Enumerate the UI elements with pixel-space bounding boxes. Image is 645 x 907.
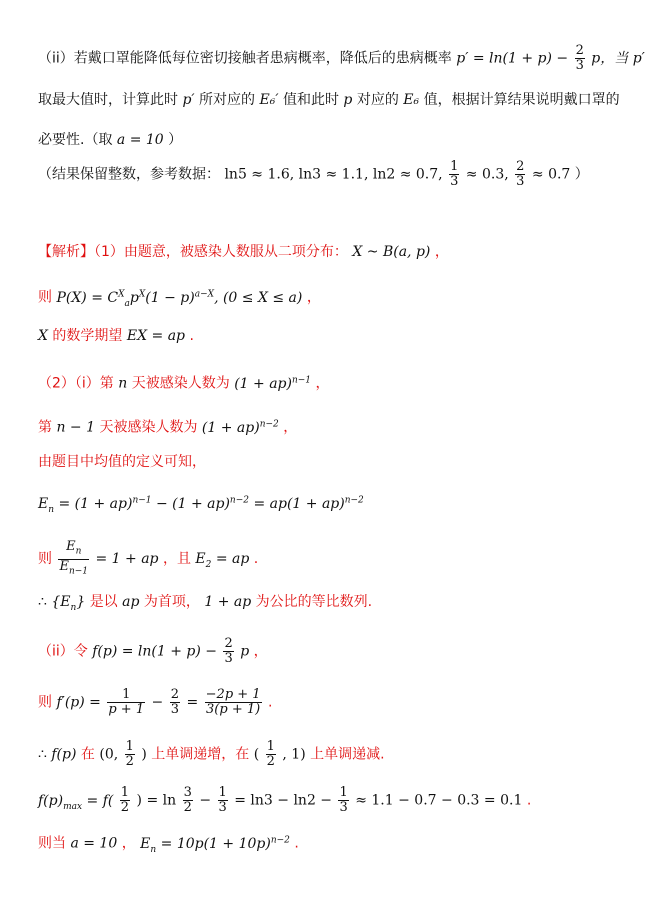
text: 天被感染人数为 bbox=[131, 375, 230, 392]
solution-line-12 bbox=[38, 740, 642, 769]
formula: ln5 ≈ 1.6, ln3 ≈ 1.1, ln2 ≈ 0.7, bbox=[224, 166, 443, 183]
formula-part: E bbox=[66, 539, 76, 554]
numerator: 2 bbox=[170, 687, 180, 702]
text: 则 bbox=[38, 289, 52, 306]
formula: p bbox=[240, 643, 250, 660]
numerator: 2 bbox=[516, 159, 525, 174]
formula-part: } bbox=[76, 594, 86, 610]
formula-part: P(X) = C bbox=[56, 289, 119, 306]
numerator: 1 bbox=[339, 785, 348, 800]
text: 则当 bbox=[38, 835, 66, 852]
text: 值和此时 bbox=[282, 92, 339, 108]
fraction bbox=[338, 786, 348, 815]
denominator: 2 bbox=[183, 800, 192, 815]
formula: (0, bbox=[99, 746, 119, 763]
text: （2）（i）第 bbox=[38, 375, 114, 392]
solution-line-3 bbox=[38, 326, 642, 346]
numerator: 1 bbox=[450, 159, 459, 174]
text: 则 bbox=[38, 694, 52, 711]
text: 上单调递增，在 bbox=[151, 746, 250, 763]
formula: 1 + ap bbox=[204, 594, 252, 610]
text: 【解析】（1）由题意，被感染人数服从二项分布： bbox=[38, 244, 348, 260]
formula bbox=[234, 376, 311, 392]
denominator: 3(p + 1) bbox=[206, 702, 261, 717]
denominator: 3 bbox=[575, 58, 584, 73]
text: . bbox=[253, 551, 259, 568]
denominator: 3 bbox=[450, 174, 459, 189]
text: ，且 bbox=[162, 551, 191, 568]
text: ， bbox=[283, 419, 298, 436]
text: 的数学期望 bbox=[52, 328, 123, 344]
subscript: n bbox=[70, 602, 77, 613]
denominator: 3 bbox=[170, 702, 180, 717]
solution-line-2 bbox=[38, 284, 642, 313]
solution-line-8 bbox=[38, 540, 642, 578]
therefore-symbol: ∴ bbox=[38, 594, 47, 610]
fraction bbox=[58, 540, 89, 578]
formula-part: p bbox=[129, 289, 139, 306]
superscript: a−X bbox=[194, 289, 215, 299]
solution-line-11 bbox=[38, 688, 642, 717]
text: ， bbox=[315, 375, 330, 392]
problem-line-4 bbox=[38, 160, 642, 189]
numerator: 2 bbox=[224, 636, 233, 651]
formula: X ~ B(a, p) bbox=[352, 244, 431, 260]
denominator: 3 bbox=[516, 174, 525, 189]
fraction bbox=[218, 786, 228, 815]
problem-line-3 bbox=[38, 130, 642, 150]
solution-line-10 bbox=[38, 637, 642, 666]
formula bbox=[195, 551, 250, 570]
fraction bbox=[266, 740, 276, 769]
solution-line-9 bbox=[38, 592, 642, 618]
formula-part: {E bbox=[51, 594, 71, 610]
formula bbox=[56, 289, 303, 309]
solution-line-14 bbox=[38, 830, 642, 859]
formula: f′(p) = bbox=[56, 694, 101, 711]
subscript: a bbox=[124, 298, 130, 309]
formula: ≈ 0.3, bbox=[465, 166, 509, 183]
superscript: n−2 bbox=[259, 419, 279, 429]
formula: ap bbox=[122, 594, 140, 610]
formula: E₆′ bbox=[259, 92, 279, 108]
superscript: X bbox=[138, 289, 146, 299]
subscript: max bbox=[63, 801, 83, 812]
text: 对应的 bbox=[356, 92, 399, 108]
formula-part: , (0 ≤ X ≤ a) bbox=[214, 289, 303, 306]
formula: = bbox=[186, 694, 199, 711]
solution-line-7 bbox=[38, 490, 642, 519]
formula: = ln3 − ln2 − bbox=[234, 792, 333, 809]
denominator: 3 bbox=[218, 800, 227, 815]
formula-part: E bbox=[59, 558, 69, 574]
subscript: 2 bbox=[205, 559, 212, 570]
solution-line-13 bbox=[38, 786, 642, 816]
subscript: n bbox=[48, 504, 55, 515]
text: 天被感染人数为 bbox=[99, 419, 198, 436]
text: 由题目中均值的定义可知， bbox=[38, 454, 206, 470]
formula: a = 10 bbox=[70, 835, 118, 852]
formula: ≈ 1.1 − 0.7 − 0.3 = 0.1 bbox=[355, 792, 523, 809]
numerator: 1 bbox=[125, 739, 134, 754]
text: （结果保留整数，参考数据： bbox=[38, 166, 220, 183]
superscript: n−2 bbox=[270, 835, 290, 845]
text: . bbox=[189, 328, 194, 344]
formula-part: E bbox=[195, 551, 206, 568]
solution-line-4 bbox=[38, 370, 642, 394]
formula-part: = (1 + ap) bbox=[58, 495, 133, 512]
formula: − bbox=[151, 694, 164, 711]
formula: p′ bbox=[182, 92, 195, 108]
numerator bbox=[58, 540, 89, 560]
text: 是以 bbox=[89, 594, 118, 610]
fraction bbox=[515, 160, 525, 189]
superscript: n−2 bbox=[229, 495, 249, 505]
denominator: 2 bbox=[125, 754, 134, 769]
formula: EX = ap bbox=[126, 328, 186, 344]
text: ， bbox=[253, 643, 268, 660]
formula-part: (1 − p) bbox=[145, 289, 195, 306]
denominator: 2 bbox=[120, 800, 130, 815]
formula-part: − (1 + ap) bbox=[155, 495, 230, 512]
superscript: X bbox=[118, 289, 125, 299]
formula: n bbox=[118, 375, 128, 392]
text: 为首项， bbox=[143, 594, 200, 610]
formula: f(p) = ln(1 + p) − bbox=[92, 643, 218, 660]
fraction bbox=[575, 44, 585, 73]
formula: ) bbox=[141, 746, 147, 763]
text: 取最大值时，计算此时 bbox=[38, 92, 178, 108]
text: 为公比的等比数列. bbox=[255, 594, 373, 610]
text: ， bbox=[434, 244, 449, 260]
fraction bbox=[170, 688, 180, 717]
subscript: n−1 bbox=[68, 566, 89, 577]
fraction bbox=[223, 637, 233, 666]
fraction bbox=[125, 740, 135, 769]
superscript: n−2 bbox=[344, 495, 364, 505]
denominator: 2 bbox=[266, 754, 275, 769]
problem-line-1 bbox=[38, 43, 645, 73]
subscript: n bbox=[150, 844, 157, 855]
formula: n − 1 bbox=[56, 419, 96, 436]
fraction bbox=[107, 688, 145, 717]
formula: f(p) bbox=[51, 746, 77, 763]
formula-part: (1 + ap) bbox=[234, 375, 292, 392]
formula: , 1) bbox=[282, 746, 306, 763]
formula: − bbox=[199, 792, 212, 809]
problem-line-2 bbox=[38, 90, 642, 110]
numerator: 1 bbox=[107, 688, 145, 703]
solution-line-5 bbox=[38, 414, 642, 438]
formula-part: = ap(1 + ap) bbox=[253, 495, 345, 512]
formula bbox=[51, 594, 86, 613]
subscript: n bbox=[75, 546, 82, 557]
formula: ≈ 0.7 bbox=[531, 166, 571, 183]
formula: p′ bbox=[632, 50, 645, 67]
text: ， bbox=[306, 289, 321, 306]
formula bbox=[38, 792, 114, 812]
numerator: 1 bbox=[120, 785, 130, 800]
formula: a = 10 bbox=[116, 132, 164, 148]
solution-line-6 bbox=[38, 452, 642, 472]
text: （ii）令 bbox=[38, 643, 88, 660]
fraction bbox=[449, 160, 459, 189]
formula-part: = ap bbox=[215, 551, 250, 568]
text: ） bbox=[574, 166, 589, 183]
formula: p′ = ln(1 + p) − bbox=[456, 50, 569, 67]
denominator bbox=[58, 560, 89, 579]
text: 在 bbox=[80, 746, 95, 763]
text: 必要性.（取 bbox=[38, 132, 113, 148]
numerator: 1 bbox=[218, 785, 227, 800]
fraction bbox=[183, 786, 193, 815]
formula-part: (1 + ap) bbox=[201, 419, 260, 436]
formula: X bbox=[38, 328, 48, 344]
formula-part: = 10p(1 + 10p) bbox=[160, 835, 271, 852]
formula-part: = f( bbox=[86, 792, 114, 809]
denominator: p + 1 bbox=[108, 702, 145, 717]
superscript: n−1 bbox=[132, 495, 152, 505]
numerator: 3 bbox=[183, 785, 192, 800]
text: 则 bbox=[38, 551, 52, 568]
text: 上单调递减. bbox=[310, 746, 385, 763]
formula bbox=[38, 495, 364, 515]
text: 值，根据计算结果说明戴口罩的 bbox=[423, 92, 620, 108]
formula: = 1 + ap bbox=[95, 551, 159, 568]
text: . bbox=[268, 694, 273, 711]
formula: ) = ln bbox=[136, 792, 177, 809]
formula: E₆ bbox=[403, 92, 420, 108]
fraction bbox=[205, 688, 262, 717]
therefore-symbol: ∴ bbox=[38, 746, 47, 763]
text: （ii）若戴口罩能降低每位密切接触者患病概率，降低后的患病概率 bbox=[38, 50, 452, 67]
text: 所对应的 bbox=[199, 92, 256, 108]
formula: ( bbox=[253, 746, 260, 763]
formula: p bbox=[343, 92, 353, 108]
formula-part: E bbox=[140, 835, 151, 852]
formula-part: f(p) bbox=[38, 792, 64, 809]
text: . bbox=[526, 792, 532, 809]
text: ， bbox=[121, 835, 136, 852]
formula-part: E bbox=[38, 495, 49, 512]
denominator: 3 bbox=[224, 651, 233, 666]
superscript: n−1 bbox=[291, 375, 312, 385]
denominator: 3 bbox=[339, 800, 348, 815]
numerator: 2 bbox=[575, 43, 584, 58]
text: 第 bbox=[38, 419, 52, 436]
text: . bbox=[294, 835, 299, 852]
fraction bbox=[120, 786, 130, 815]
numerator: 1 bbox=[266, 739, 275, 754]
formula bbox=[202, 420, 279, 436]
solution-line-1 bbox=[38, 242, 642, 262]
formula bbox=[140, 835, 290, 855]
numerator: −2p + 1 bbox=[205, 687, 261, 702]
text: ） bbox=[168, 132, 183, 148]
text: p，当 bbox=[591, 50, 629, 67]
